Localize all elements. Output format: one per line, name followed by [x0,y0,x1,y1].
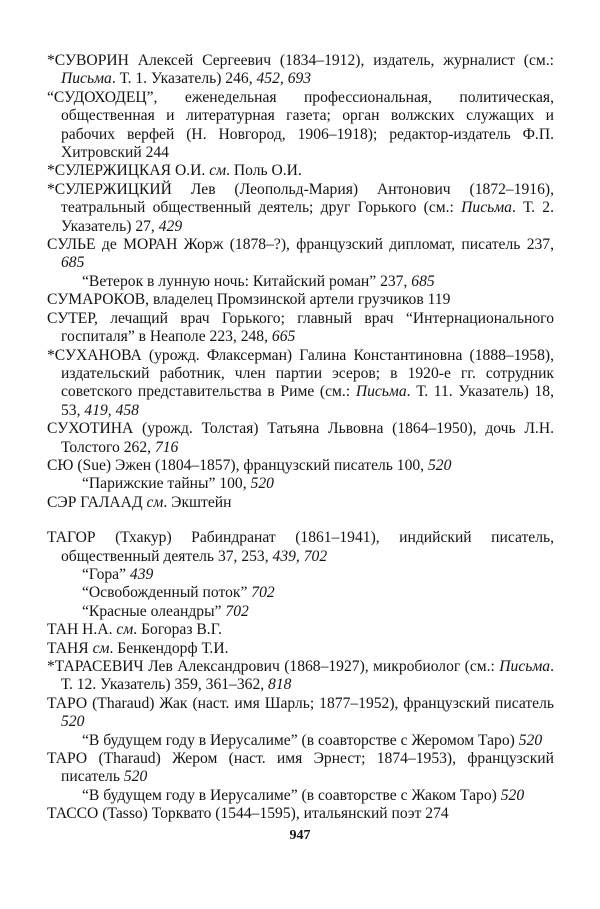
entry-text: . Т. 2. Указатель) 27, [61,199,554,235]
section-gap [47,512,554,529]
italic-text: 685 [411,272,435,290]
italic-text: см [116,621,134,639]
italic-text: 685 [61,254,85,272]
entry-text: ТАНЯ [47,639,93,657]
index-subentry [47,584,554,602]
italic-text: Письма [461,199,512,217]
entry-text: *СУВОРИН Алексей Сергеевич (1834–1912), издатель, журналист (см.: [47,52,554,69]
index-entry [47,420,554,457]
index-subentry [47,566,554,584]
entry-text: . Поль О.И. [226,162,302,180]
index-subentry [47,475,554,493]
index-entry [47,236,554,273]
index-page [47,52,554,824]
italic-text: 520 [61,713,85,731]
entry-text: *СУЛЕРЖИЦКАЯ О.И. [47,162,210,180]
entry-text: ТАРО (Tharaud) Жером (наст. имя Эрнест; 1874–1953), французский писатель [47,750,554,786]
entry-text: “Парижские тайны” 100, [82,475,251,493]
index-section [47,52,554,512]
entry-text: “Гора” [82,565,130,583]
entry-text: . Т. 12. Указатель) 359, 361–362, [61,658,554,694]
entry-text: . Т. 1. Указатель) 246, [111,70,257,88]
index-entry [47,291,554,309]
italic-text: 429 [158,217,183,235]
italic-text: см [146,493,164,511]
index-entry [47,658,554,695]
italic-text: см [92,639,110,657]
entry-text: “Красные олеандры” [82,602,226,620]
index-entry [47,621,554,639]
entry-text: “СУДОХОДЕЦ”, еженедельная профессиональная, политическая, общественная и литературная газета; орган волжских служащих и рабочих верфей (Н. Новгород, 1906–1918); редактор-издатель Ф.П. Хитровский 244 [47,88,554,162]
page-number: 947 [289,828,311,843]
index-subentry [47,732,554,750]
italic-text: 665 [271,328,296,346]
index-entry [47,162,554,180]
entry-text: ТАРО (Tharaud) Жак (наст. имя Шарль; 1877–1952), французский писатель [47,694,554,712]
index-entry [47,529,554,566]
italic-text: 439, 702 [272,547,328,565]
entry-text: СУТЕР, лечащий врач Горького; главный врач “Интернационального госпиталя” в Неаполе 223, 248, [47,309,554,346]
entry-text: *ТАРАСЕВИЧ Лев Александрович (1868–1927), микробиолог (см.: [47,658,500,675]
italic-text: Письма [499,658,551,675]
index-entry [47,750,554,787]
entry-text: СУХОТИНА (урожд. Толстая) Татьяна Львовна (1864–1950), дочь Л.Н. Толстого 262, [47,420,554,456]
entry-text: СЮ (Sue) Эжен (1804–1857), французский писатель 100, [47,456,428,474]
italic-text: Письма [355,383,407,401]
index-entry [47,310,554,347]
entry-text: *СУХАНОВА (урожд. Флаксерман) Галина Константиновна (1888–1958), издательский работник, член партии эсеров; в 1920-е гг. сотрудник советского представительства в Риме (см.: [47,346,554,401]
entry-text: “Освобожденный поток” [82,584,252,602]
entry-text: . Т. 11. Указатель) 18, 53, [61,383,554,419]
italic-text: 520 [518,731,543,749]
italic-text: 439 [129,565,154,583]
entry-text: ТАГОР (Тхакур) Рабиндранат (1861–1941), индийский писатель, общественный деятель 37, 253, [47,529,554,565]
index-entry [47,181,554,236]
italic-text: см [209,162,227,180]
italic-text: Письма [61,70,112,88]
index-entry [47,89,554,163]
entry-text: . Экштейн [163,493,232,511]
index-entry [47,494,554,512]
entry-text: “В будущем году в Иерусалиме” (в соавторстве с Жеромом Таро) [82,731,519,749]
index-entry [47,640,554,658]
entry-text: СУЛЬЕ де МОРАН Жорж (1878–?), французский дипломат, писатель 237, [47,236,554,254]
entry-text: . Богораз В.Г. [133,621,222,639]
entry-text: “В будущем году в Иерусалиме” (в соавторстве с Жаком Таро) [82,786,501,804]
italic-text: 702 [225,602,249,620]
entry-text: СЭР ГАЛААД [47,493,147,511]
index-entry [47,52,554,89]
index-subentry [47,787,554,805]
index-subentry [47,273,554,291]
entry-text: *СУЛЕРЖИЦКИЙ Лев (Леопольд-Мария) Антонович (1872–1916), театральный общественный деятель; друг Горького (см.: [47,180,554,217]
italic-text: 419, 458 [84,401,139,419]
italic-text: 716 [154,438,179,456]
index-entry [47,695,554,732]
italic-text: 520 [123,768,148,786]
entry-text: ТАН Н.А. [47,621,117,639]
entry-text: . Бенкендорф Т.И. [109,639,229,657]
index-entry [47,805,554,823]
index-entry [47,347,554,421]
italic-text: 452, 693 [256,70,312,88]
entry-text: ТАССО (Tasso) Торквато (1544–1595), итальянский поэт 274 [47,805,449,823]
index-entry [47,457,554,475]
italic-text: 520 [427,456,452,474]
italic-text: 818 [268,676,292,694]
italic-text: 520 [500,786,525,804]
entry-text: СУМАРОКОВ, владелец Промзинской артели грузчиков 119 [47,291,451,309]
italic-text: 702 [251,584,275,602]
entry-text: “Ветерок в лунную ночь: Китайский роман” 237, [82,272,412,290]
italic-text: 520 [250,475,274,493]
index-subentry [47,603,554,621]
index-section [47,529,554,824]
